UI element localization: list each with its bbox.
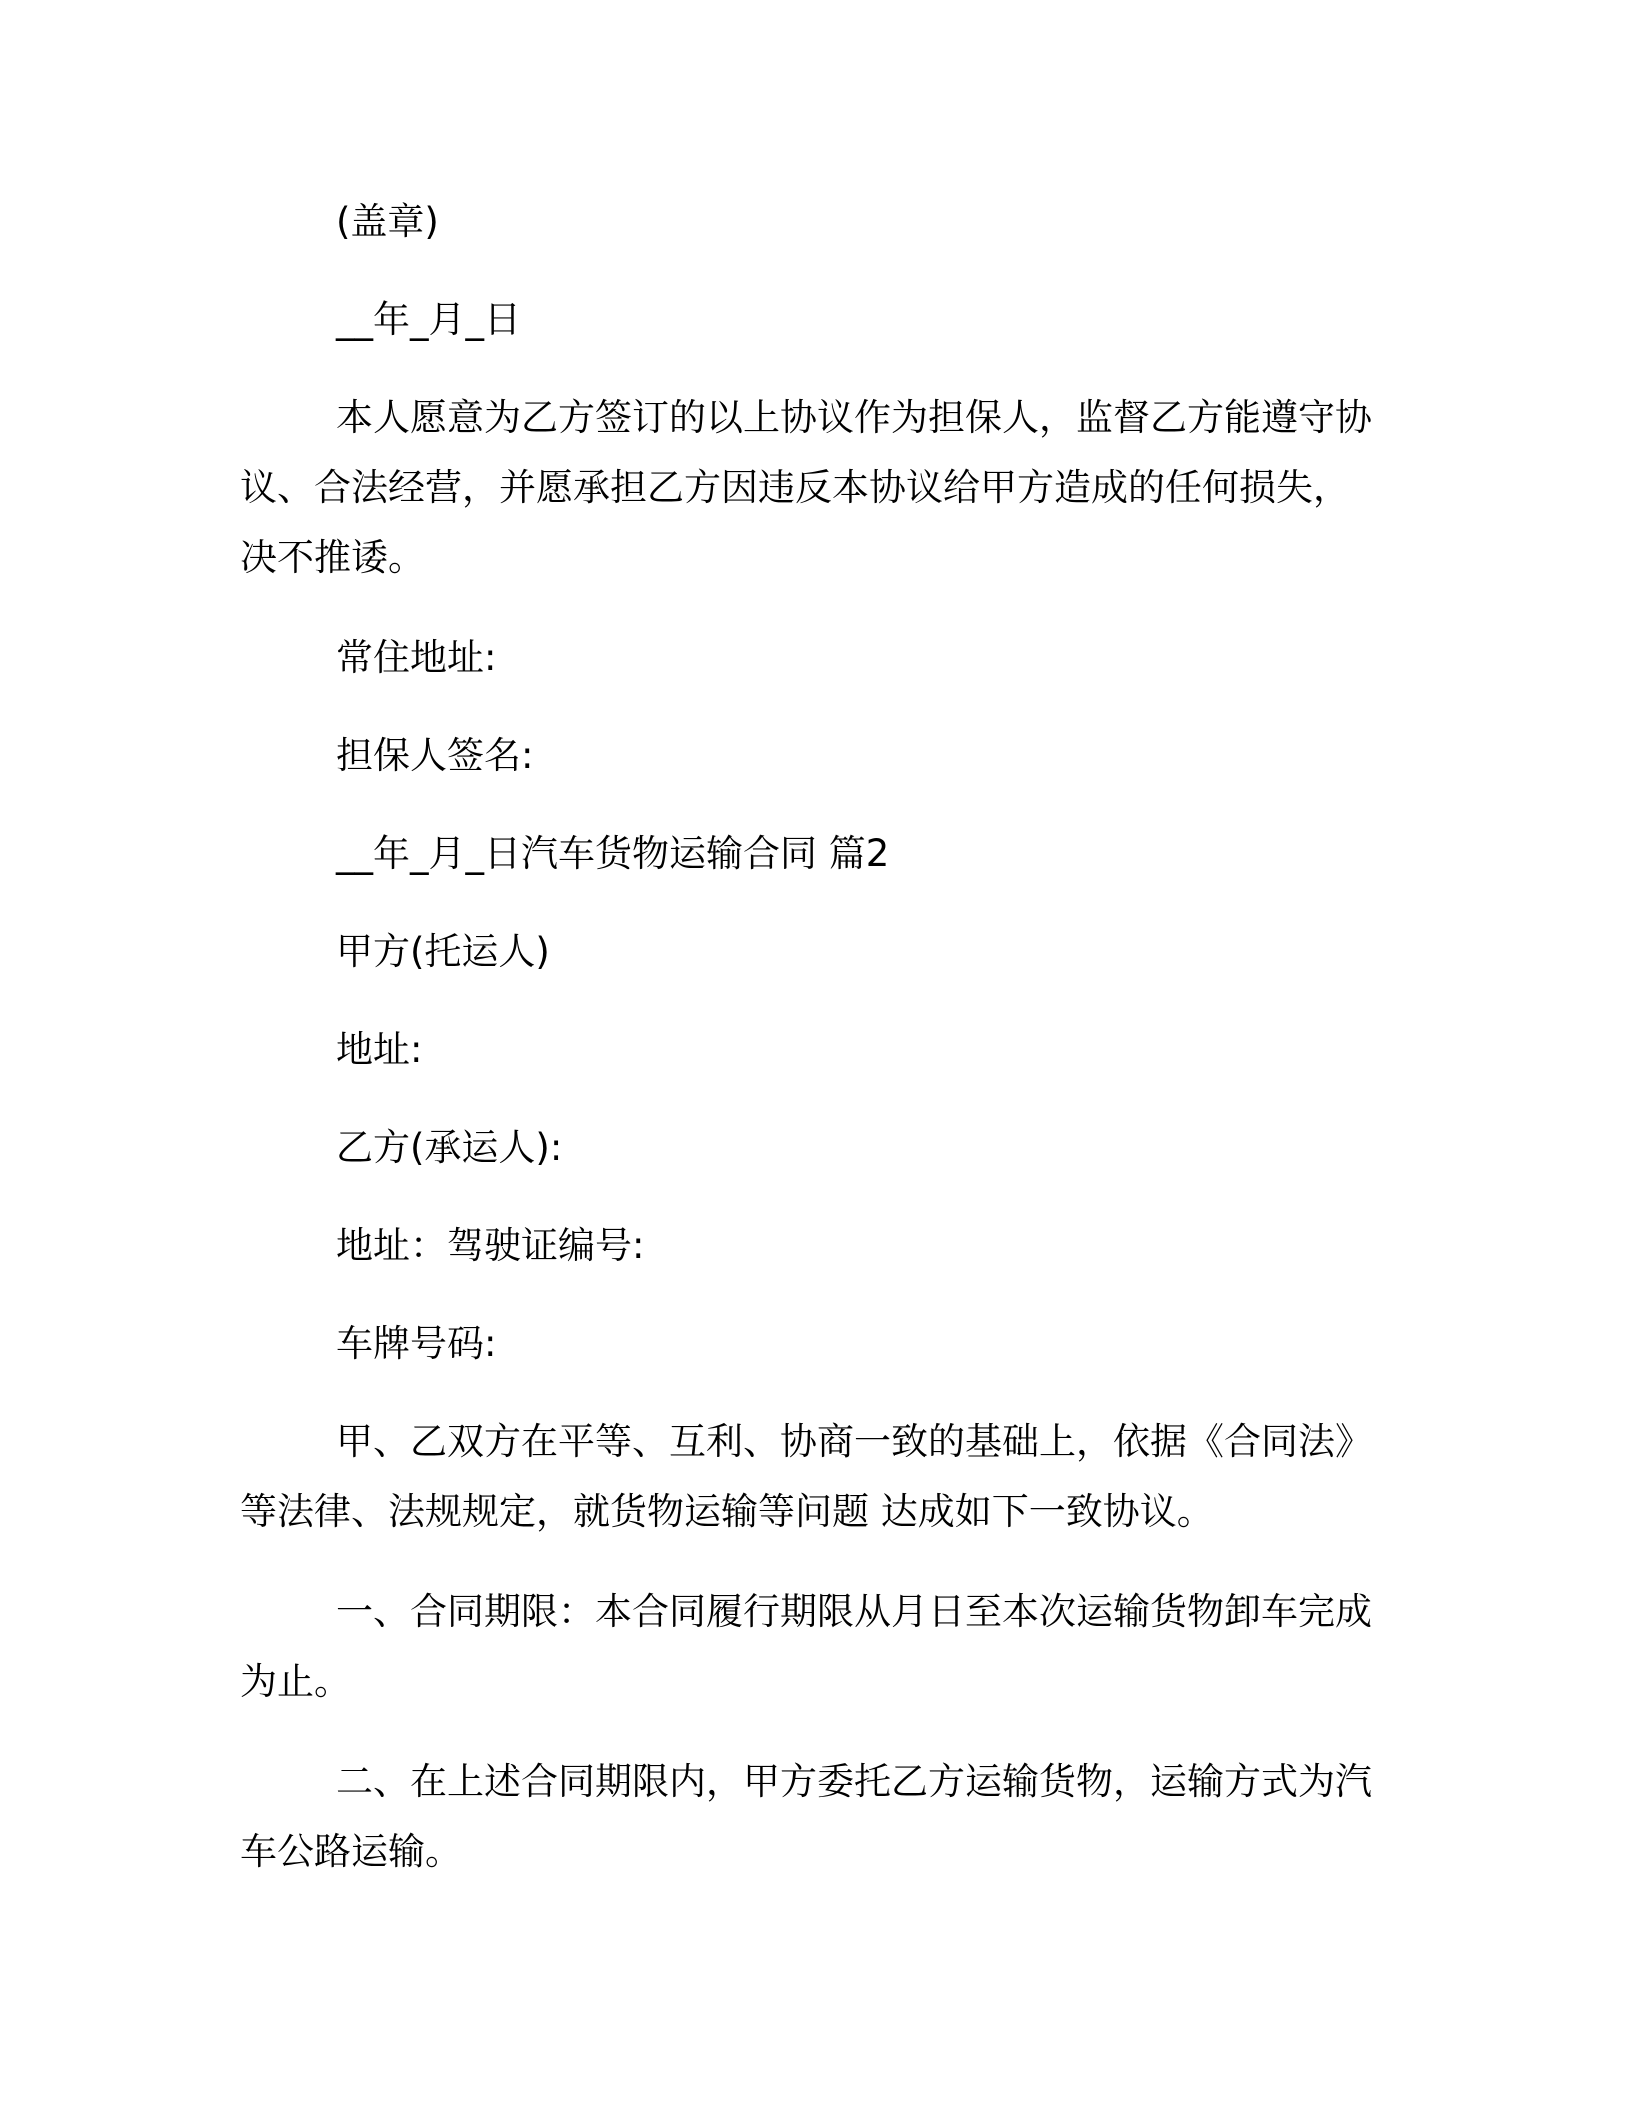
contract-heading: __年_月_日汽车货物运输合同 篇2 — [336, 832, 890, 875]
license-plate-label: 车牌号码: — [336, 1322, 497, 1365]
guarantee-paragraph-line-2: 议、合法经营，并愿承担乙方因违反本协议给甲方造成的任何损失， — [240, 466, 1350, 509]
clause-2-line-2: 车公路运输。 — [240, 1830, 462, 1873]
seal-label: (盖章) — [336, 200, 439, 243]
party-a-address-label: 地址: — [336, 1028, 423, 1071]
guarantor-signature-label: 担保人签名: — [336, 734, 534, 777]
party-a-label: 甲方(托运人) — [336, 930, 550, 973]
preamble-line-2: 等法律、法规规定，就货物运输等问题 达成如下一致协议。 — [240, 1490, 1214, 1533]
date-line: __年_月_日 — [336, 298, 521, 341]
clause-1-line-2: 为止。 — [240, 1660, 351, 1703]
guarantee-paragraph-line-3: 决不推诿。 — [240, 536, 425, 579]
clause-1-line-1: 一、合同期限：本合同履行期限从月日至本次运输货物卸车完成 — [336, 1590, 1372, 1633]
party-b-address-license-label: 地址：驾驶证编号: — [336, 1224, 645, 1267]
guarantee-paragraph-line-1: 本人愿意为乙方签订的以上协议作为担保人，监督乙方能遵守协 — [336, 396, 1372, 439]
clause-2-line-1: 二、在上述合同期限内，甲方委托乙方运输货物，运输方式为汽 — [336, 1760, 1372, 1803]
party-b-label: 乙方(承运人): — [336, 1126, 563, 1169]
residential-address-label: 常住地址: — [336, 636, 497, 679]
preamble-line-1: 甲、乙双方在平等、互利、协商一致的基础上，依据《合同法》 — [336, 1420, 1372, 1463]
